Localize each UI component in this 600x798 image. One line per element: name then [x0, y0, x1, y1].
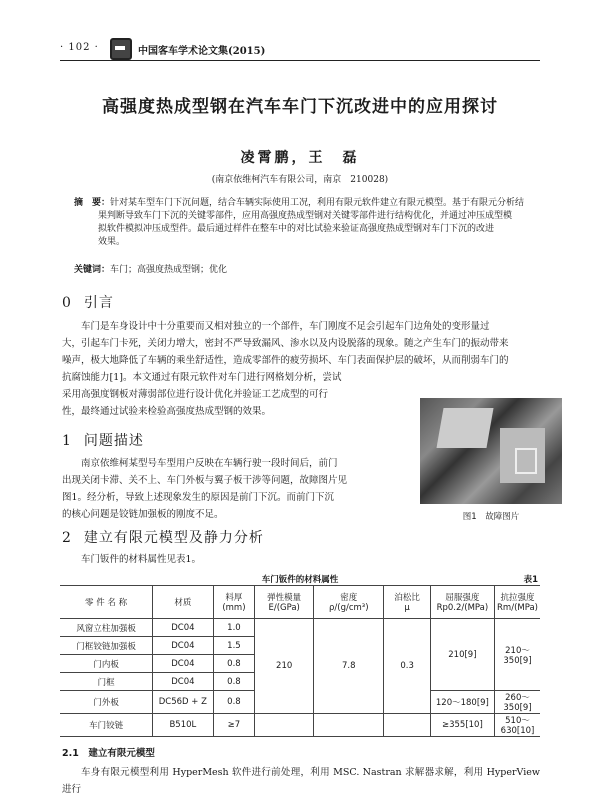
text-line: 南京依维柯某型号车型用户反映在车辆行驶一段时间后，前门: [81, 458, 338, 469]
text-line: 图1。经分析，导致上述现象发生的原因是前门下沉。而前门下沉: [62, 492, 335, 503]
figure-caption: 图1 故障图片: [462, 512, 520, 522]
subsection-heading: 2.1 建立有限元模型: [62, 748, 155, 759]
col-header: 材质: [153, 586, 213, 619]
text-line: 噪声，极大地降低了车辆的乘坐舒适性，造成零部件的疲劳损坏、车门表面保护层的破坏，从而削弱车门的: [62, 355, 509, 366]
table-row: 门框铰链加强板 DC04 1.5: [60, 637, 540, 655]
col-header: 抗拉强度 Rm/(MPa): [495, 586, 540, 619]
modulus-cell: 210: [255, 619, 314, 714]
fault-photo: [420, 398, 562, 504]
density-cell: 7.8: [314, 619, 384, 714]
abstract-line: 针对某车型车门下沉问题，结合车辆实际使用工况，利用有限元软件建立有限元模型。基于有限元分析结: [110, 198, 525, 208]
keywords-text: 车门；高强度热成型钢；优化: [110, 265, 228, 275]
text-line: 车门是车身设计中十分重要而又相对独立的一个部件，车门刚度不足会引起车门边角处的变形量过: [81, 321, 490, 332]
keywords: [74, 262, 227, 275]
section-number: 2: [62, 530, 72, 546]
tensile-cell: 510～630[10]: [495, 714, 540, 737]
table-row: 车门铰链 B510L ≥7 ≥355[10] 510～630[10]: [60, 714, 540, 737]
section-heading-2: [62, 527, 264, 547]
section-heading-1: [62, 430, 144, 450]
col-header: 弹性模量 E/(GPa): [255, 586, 314, 619]
section-title: 建立有限元模型及静力分析: [83, 530, 264, 546]
table-row: 门内板 DC04 0.8: [60, 655, 540, 673]
yield-cell: ≥355[10]: [430, 714, 494, 737]
table-row: 门框 DC04 0.8: [60, 673, 540, 691]
section-number: 0: [62, 295, 72, 311]
header-rule: [60, 60, 540, 61]
text-line: 大，引起车门卡死，关闭力增大，密封不严导致漏风、渗水以及内设脱落的现象。随之产生车门的振动带来: [62, 338, 509, 349]
tensile-cell: 210～350[9]: [495, 619, 540, 691]
material-table: [60, 585, 540, 737]
problem-paragraph: [62, 455, 414, 523]
col-header: 密度 ρ/(g/cm³): [314, 586, 384, 619]
abstract-line: 拟软件模拟冲压成型件。最后通过样件在整车中的对比试验来验证高强度热成型钢对车门下沉的改进: [98, 224, 495, 234]
page-number: · 102 ·: [60, 42, 99, 53]
col-header: 屈服强度 Rp0.2/(MPa): [430, 586, 494, 619]
section-number: 1: [62, 433, 72, 449]
table-intro: 车门钣件的材料属性见表1。: [81, 554, 202, 565]
journal-name: 中国客车学术论文集(2015): [138, 46, 266, 57]
paper-authors: 凌霄鹏，王 磊: [240, 150, 360, 166]
yield-cell: 210[9]: [430, 619, 494, 691]
bus-logo-icon: [110, 38, 132, 60]
col-header: 泊松比 μ: [384, 586, 430, 619]
text-line: 抗腐蚀能力[1]。本文通过有限元软件对车门进行网格划分析，尝试: [62, 372, 342, 383]
section-title: 引言: [83, 295, 114, 311]
abstract-line: 效果。: [98, 237, 126, 247]
running-header: [60, 38, 540, 62]
section-heading-0: [62, 292, 114, 312]
text-line: 出现关闭卡滞、关不上、车门外板与翼子板干涉等问题，故障图片见: [62, 475, 348, 486]
table-title: 车门钣件的材料属性: [261, 575, 339, 585]
text-line: 的核心问题是铰链加强板的刚度不足。: [62, 509, 224, 520]
keywords-label: 关键词：: [74, 265, 111, 275]
col-header: 零 件 名 称: [60, 586, 153, 619]
tensile-cell: 260～350[9]: [495, 691, 540, 714]
yield-cell: 120～180[9]: [430, 691, 494, 714]
table-row: 门外板 DC56D + Z 0.8 120～180[9] 260～350[9]: [60, 691, 540, 714]
poisson-cell: 0.3: [384, 619, 430, 714]
paper-title: 高强度热成型钢在汽车车门下沉改进中的应用探讨: [102, 97, 498, 117]
table-row: 风窗立柱加强板 DC04 1.0 210 7.8 0.3 210[9] 210～350[9]: [60, 619, 540, 637]
table-header-row: [60, 586, 540, 619]
fem-paragraph: 车身有限元模型利用 HyperMesh 软件进行前处理，利用 MSC. Nastran 求解器求解，利用 HyperView 进行: [62, 767, 540, 795]
section-title: 问题描述: [83, 433, 144, 449]
text-line: 采用高强度钢板对薄弱部位进行设计优化并验证工艺成型的可行: [62, 389, 329, 400]
paper-affiliation: (南京依维柯汽车有限公司，南京 210028): [211, 175, 389, 185]
text-line: 性，最终通过试验来检验高强度热成型钢的效果。: [62, 406, 272, 417]
abstract-line: 果判断导致车门下沉的关键零部件，应用高强度热成型钢对关键零部件进行结构优化，并通过冲压成型模: [98, 211, 513, 221]
table-number: 表1: [523, 575, 538, 585]
col-header: 料厚 (mm): [213, 586, 255, 619]
abstract: [74, 197, 546, 249]
abstract-label: 摘 要：: [74, 198, 111, 208]
